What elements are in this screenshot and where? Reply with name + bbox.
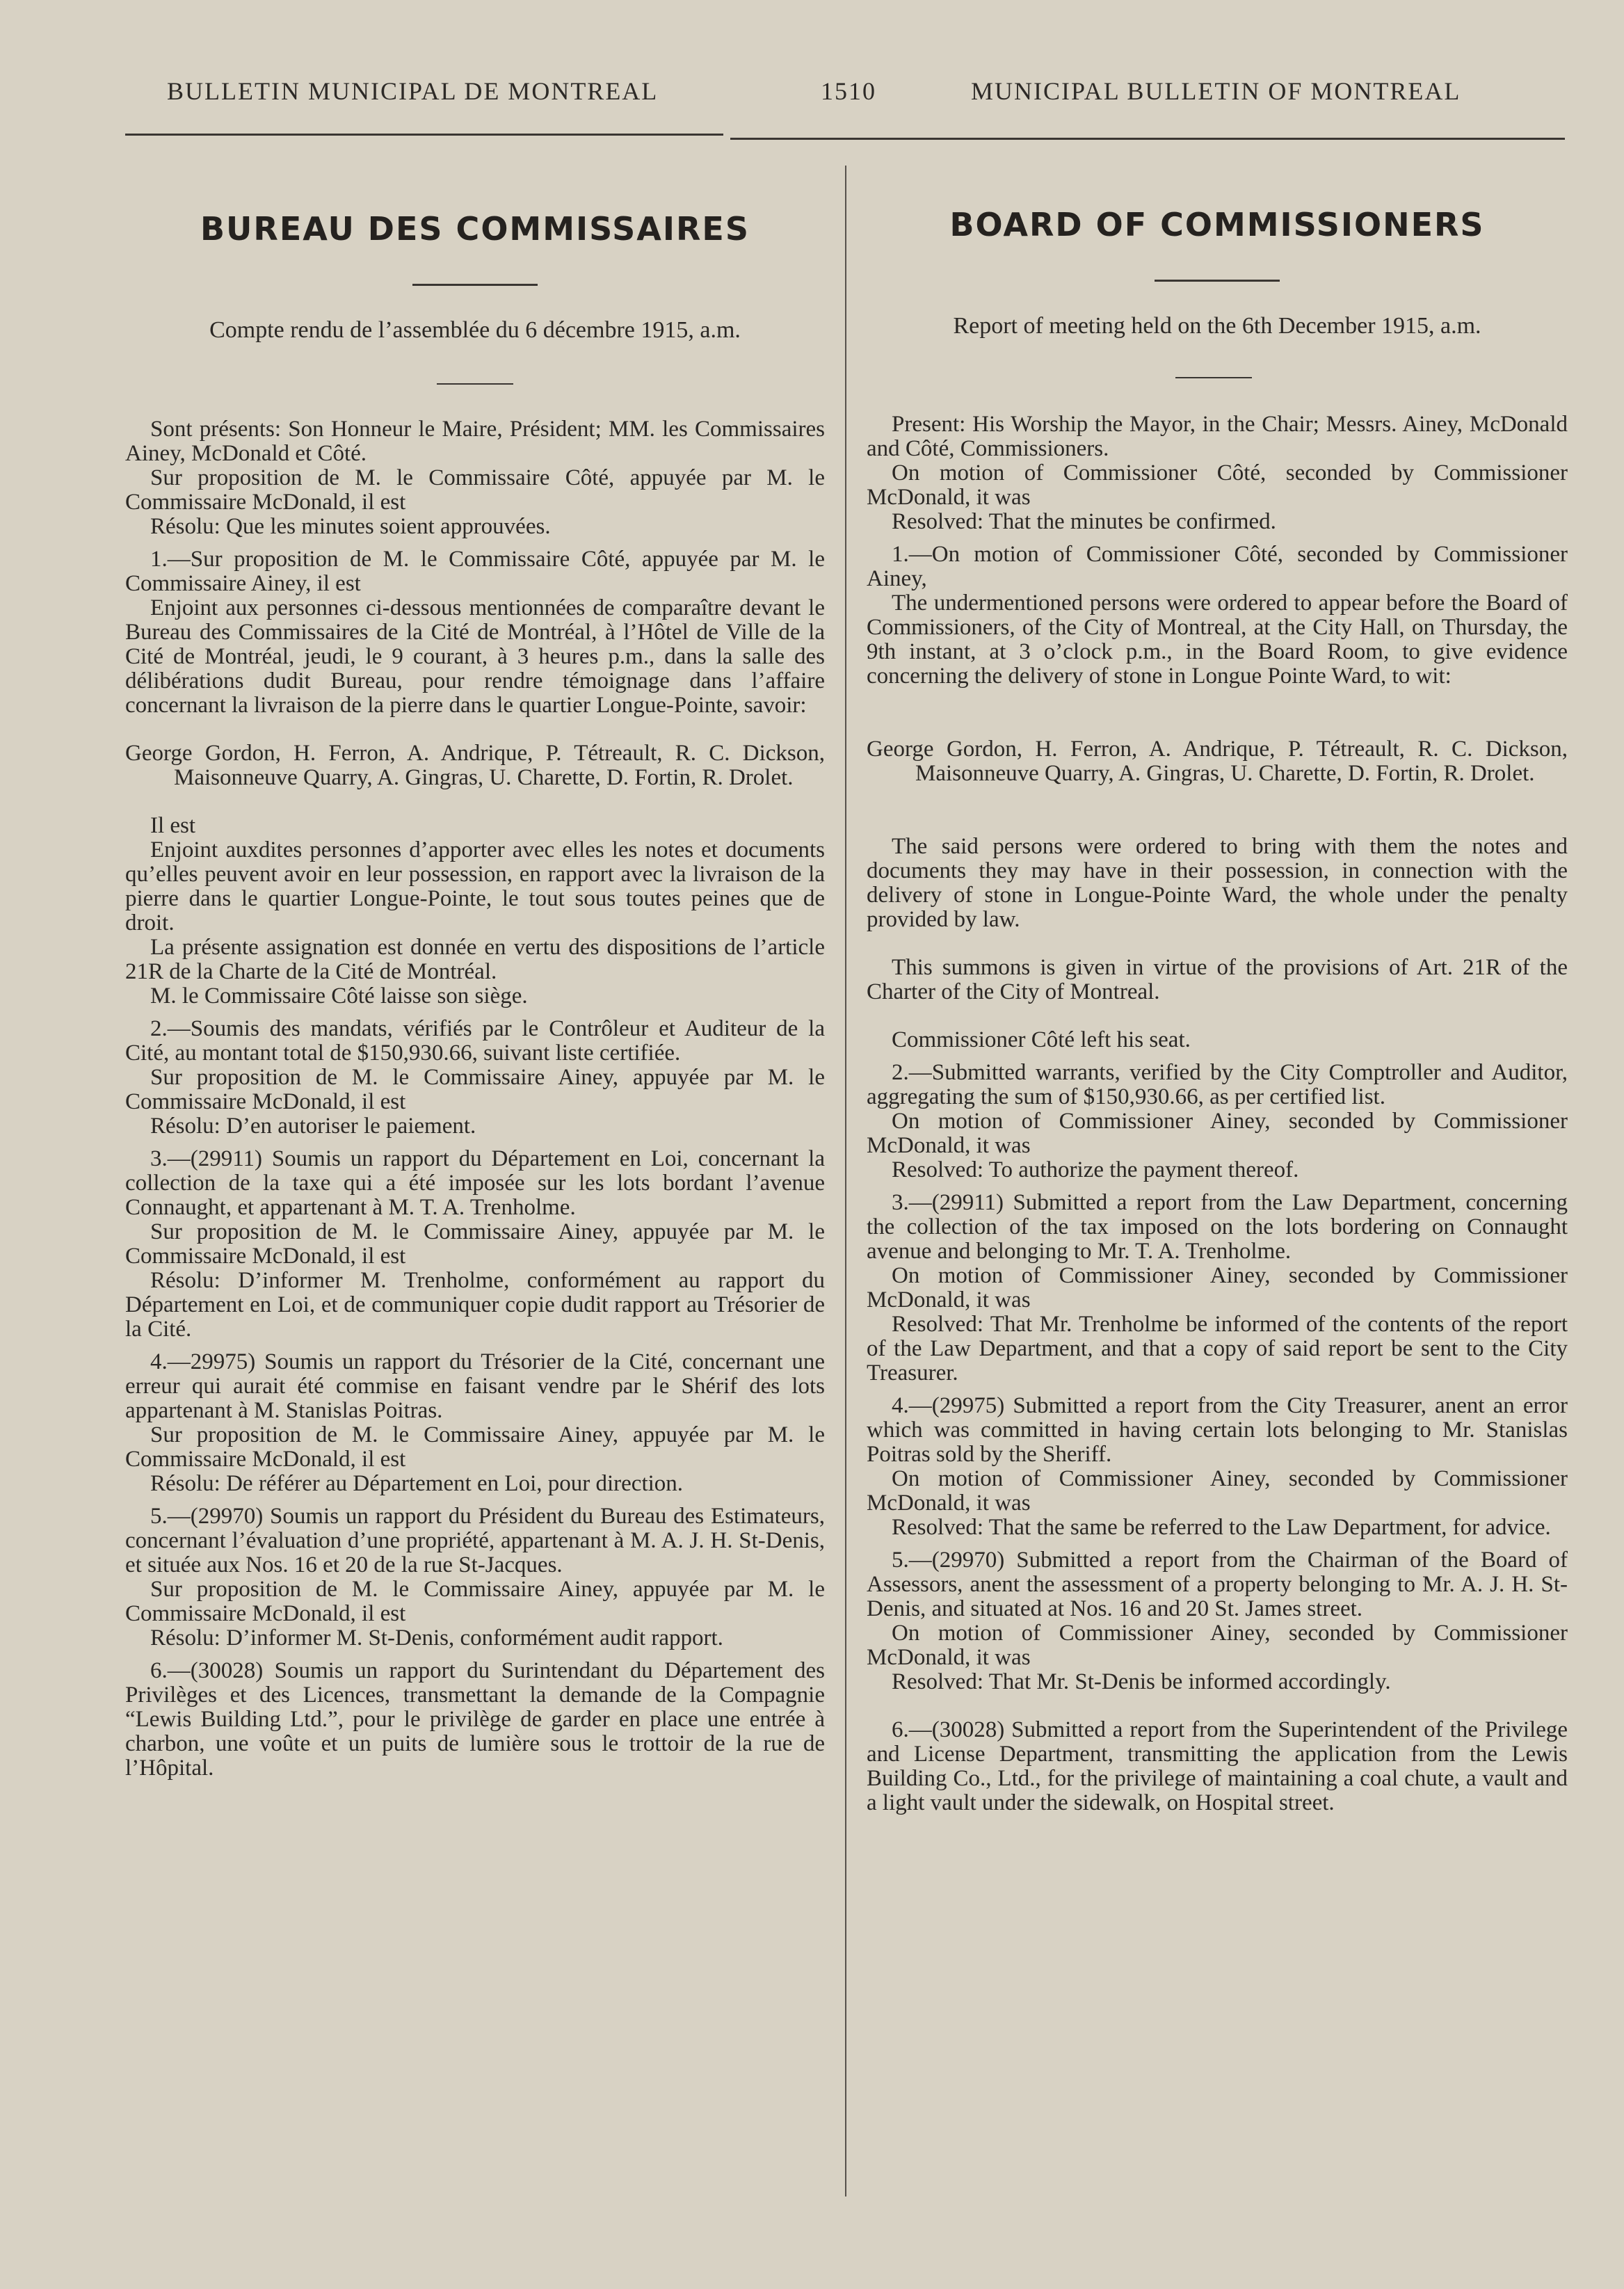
paragraph: Resolved: That Mr. Trenholme be informed of the contents of the report of the Law Department, and that a copy of said report be sent to the City Treasurer. — [867, 1312, 1568, 1386]
paragraph: 6.—(30028) Soumis un rapport du Surintendant du Département des Privilèges et des Licences, transmettant la demande de la Compagnie “Lewis Building Ltd.”, pour le privilège de garder en place une entrée à charbon, une voûte et un puits de lumière sous le trottoir de la rue de l’Hôpital. — [125, 1658, 825, 1781]
paragraph: On motion of Commissioner Ainey, seconded by Commissioner McDonald, it was — [867, 1466, 1568, 1516]
column-divider — [845, 166, 846, 2196]
paragraph: Enjoint auxdites personnes d’apporter avec elles les notes et documents qu’elles peuvent avoir en leur possession, en rapport avec la livraison de la pierre dans le quartier Longue-Pointe, le tout sous toutes peines que de droit. — [125, 837, 825, 935]
paragraph: Résolu: D’en autoriser le paiement. — [150, 1114, 476, 1139]
subtitle-rule — [437, 383, 513, 385]
minutes-body — [867, 412, 1568, 1815]
paragraph: On motion of Commissioner Ainey, seconded by Commissioner McDonald, it was — [867, 1109, 1568, 1158]
section-title: BOARD OF COMMISSIONERS — [949, 206, 1485, 243]
paragraph: 3.—(29911) Soumis un rapport du Département en Loi, concernant la collection de la taxe qui a été imposée sur les lots bordant l’avenue Connaught, et appartenant à M. T. A. Trenholme. — [125, 1146, 825, 1220]
paragraph: Sur proposition de M. le Commissaire Ainey, appuyée par M. le Commissaire McDonald, il est — [125, 1422, 825, 1472]
paragraph: 2.—Soumis des mandats, vérifiés par le Contrôleur et Auditeur de la Cité, au montant total de $150,930.66, suivant liste certifiée. — [125, 1016, 825, 1066]
minutes-body — [125, 417, 825, 1781]
paragraph: M. le Commissaire Côté laisse son siège. — [150, 983, 528, 1009]
paragraph: Sur proposition de M. le Commissaire Ainey, appuyée par M. le Commissaire McDonald, il est — [125, 1065, 825, 1114]
header-title-english: MUNICIPAL BULLETIN OF MONTREAL — [971, 77, 1461, 105]
paragraph: Résolu: De référer au Département en Loi, pour direction. — [150, 1471, 684, 1496]
witness-list: George Gordon, H. Ferron, A. Andrique, P. Tétreault, R. C. Dickson, Maisonneuve Quarry, A. Gingras, U. Charette, D. Fortin, R. Drolet. — [867, 737, 1568, 786]
paragraph: Resolved: To authorize the payment thereof. — [892, 1157, 1299, 1182]
paragraph: 1.—On motion of Commissioner Côté, seconded by Commissioner Ainey, — [867, 542, 1568, 591]
paragraph: On motion of Commissioner Ainey, seconded by Commissioner McDonald, it was — [867, 1621, 1568, 1670]
header-rule-right — [730, 138, 1565, 140]
paragraph: Il est — [150, 813, 196, 838]
paragraph: Resolved: That the same be referred to the Law Department, for advice. — [892, 1515, 1551, 1540]
paragraph: On motion of Commissioner Ainey, seconded by Commissioner McDonald, it was — [867, 1263, 1568, 1312]
paragraph: 3.—(29911) Submitted a report from the Law Department, concerning the collection of the tax imposed on the lots bordering on Connaught avenue and belonging to Mr. T. A. Trenholme. — [867, 1190, 1568, 1264]
paragraph: 4.—(29975) Submitted a report from the City Treasurer, anent an error which was committed in having certain lots belonging to Mr. Stanislas Poitras sold by the Sheriff. — [867, 1393, 1568, 1467]
paragraph: The undermentioned persons were ordered to appear before the Board of Commissioners, of the City of Montreal, at the City Hall, on Thursday, the 9th instant, at 3 o’clock p.m., in the Board Room, to give evidence concerning the delivery of stone in Longue Pointe Ward, to wit: — [867, 591, 1568, 689]
paragraph: Résolu: D’informer M. St-Denis, conformément audit rapport. — [150, 1625, 723, 1651]
title-rule — [1155, 280, 1280, 282]
paragraph: This summons is given in virtue of the provisions of Art. 21R of the Charter of the City of Montreal. — [867, 955, 1568, 1004]
paragraph: Résolu: D’informer M. Trenholme, conformément au rapport du Département en Loi, et de communiquer copie dudit rapport au Trésorier de la Cité. — [125, 1268, 825, 1342]
paragraph: Sur proposition de M. le Commissaire Côté, appuyée par M. le Commissaire McDonald, il est — [125, 465, 825, 515]
paragraph: 6.—(30028) Submitted a report from the Superintendent of the Privilege and License Department, transmitting the application from the Lewis Building Co., Ltd., for the privilege of maintaining a coal chute, a vault and a light vault under the sidewalk, on Hospital street. — [867, 1717, 1568, 1815]
section-title: BUREAU DES COMMISSAIRES — [200, 210, 750, 248]
paragraph: Commissioner Côté left his seat. — [892, 1027, 1191, 1052]
paragraph: 4.—29975) Soumis un rapport du Trésorier de la Cité, concernant une erreur qui aurait été commise en faisant vendre par le Shérif des lots appartenant à M. Stanislas Poitras. — [125, 1349, 825, 1423]
meeting-subtitle: Compte rendu de l’assemblée du 6 décembre 1915, a.m. — [209, 317, 741, 343]
witness-list: George Gordon, H. Ferron, A. Andrique, P. Tétreault, R. C. Dickson, Maisonneuve Quarry, A. Gingras, U. Charette, D. Fortin, R. Drolet. — [125, 741, 825, 790]
paragraph: 2.—Submitted warrants, verified by the City Comptroller and Auditor, aggregating the sum of $150,930.66, as per certified list. — [867, 1060, 1568, 1109]
subtitle-rule — [1175, 377, 1252, 378]
paragraph: Present: His Worship the Mayor, in the Chair; Messrs. Ainey, McDonald and Côté, Commissioners. — [867, 412, 1568, 461]
paragraph: 1.—Sur proposition de M. le Commissaire Côté, appuyée par M. le Commissaire Ainey, il est — [125, 547, 825, 596]
meeting-subtitle: Report of meeting held on the 6th December 1915, a.m. — [953, 313, 1481, 339]
paragraph: Résolu: Que les minutes soient approuvées. — [150, 514, 551, 539]
paragraph: The said persons were ordered to bring with them the notes and documents they may have in their possession, in connection with the delivery of stone in Longue-Pointe Ward, the whole under the penalty provided by law. — [867, 834, 1568, 932]
page-number: 1510 — [821, 77, 876, 105]
paragraph: 5.—(29970) Soumis un rapport du Président du Bureau des Estimateurs, concernant l’évaluation d’une propriété, appartenant à M. A. J. H. St-Denis, et située aux Nos. 16 et 20 de la rue St-Jacques. — [125, 1504, 825, 1577]
paragraph: Sur proposition de M. le Commissaire Ainey, appuyée par M. le Commissaire McDonald, il est — [125, 1219, 825, 1269]
paragraph: Enjoint aux personnes ci-dessous mentionnées de comparaître devant le Bureau des Commissaires de la Cité de Montréal, à l’Hôtel de Ville de la Cité de Montréal, jeudi, le 9 courant, à 3 heures p.m., dans la salle des délibérations dudit Bureau, pour rendre témoignage dans l’affaire concernant la livraison de la pierre dans le quartier Longue-Pointe, savoir: — [125, 595, 825, 718]
paragraph: Sur proposition de M. le Commissaire Ainey, appuyée par M. le Commissaire McDonald, il est — [125, 1577, 825, 1626]
header-rule-left — [125, 134, 723, 136]
paragraph: La présente assignation est donnée en vertu des dispositions de l’article 21R de la Charte de la Cité de Montréal. — [125, 935, 825, 984]
paragraph: On motion of Commissioner Côté, seconded by Commissioner McDonald, it was — [867, 460, 1568, 510]
paragraph: Resolved: That Mr. St-Denis be informed accordingly. — [892, 1669, 1391, 1694]
header-title-french: BULLETIN MUNICIPAL DE MONTREAL — [167, 77, 659, 105]
paragraph: Sont présents: Son Honneur le Maire, Président; MM. les Commissaires Ainey, McDonald et Côté. — [125, 417, 825, 466]
paragraph: Resolved: That the minutes be confirmed. — [892, 509, 1276, 534]
title-rule — [412, 284, 538, 286]
paragraph: 5.—(29970) Submitted a report from the Chairman of the Board of Assessors, anent the assessment of a property belonging to Mr. A. J. H. St-Denis, and situated at Nos. 16 and 20 St. James street. — [867, 1548, 1568, 1621]
